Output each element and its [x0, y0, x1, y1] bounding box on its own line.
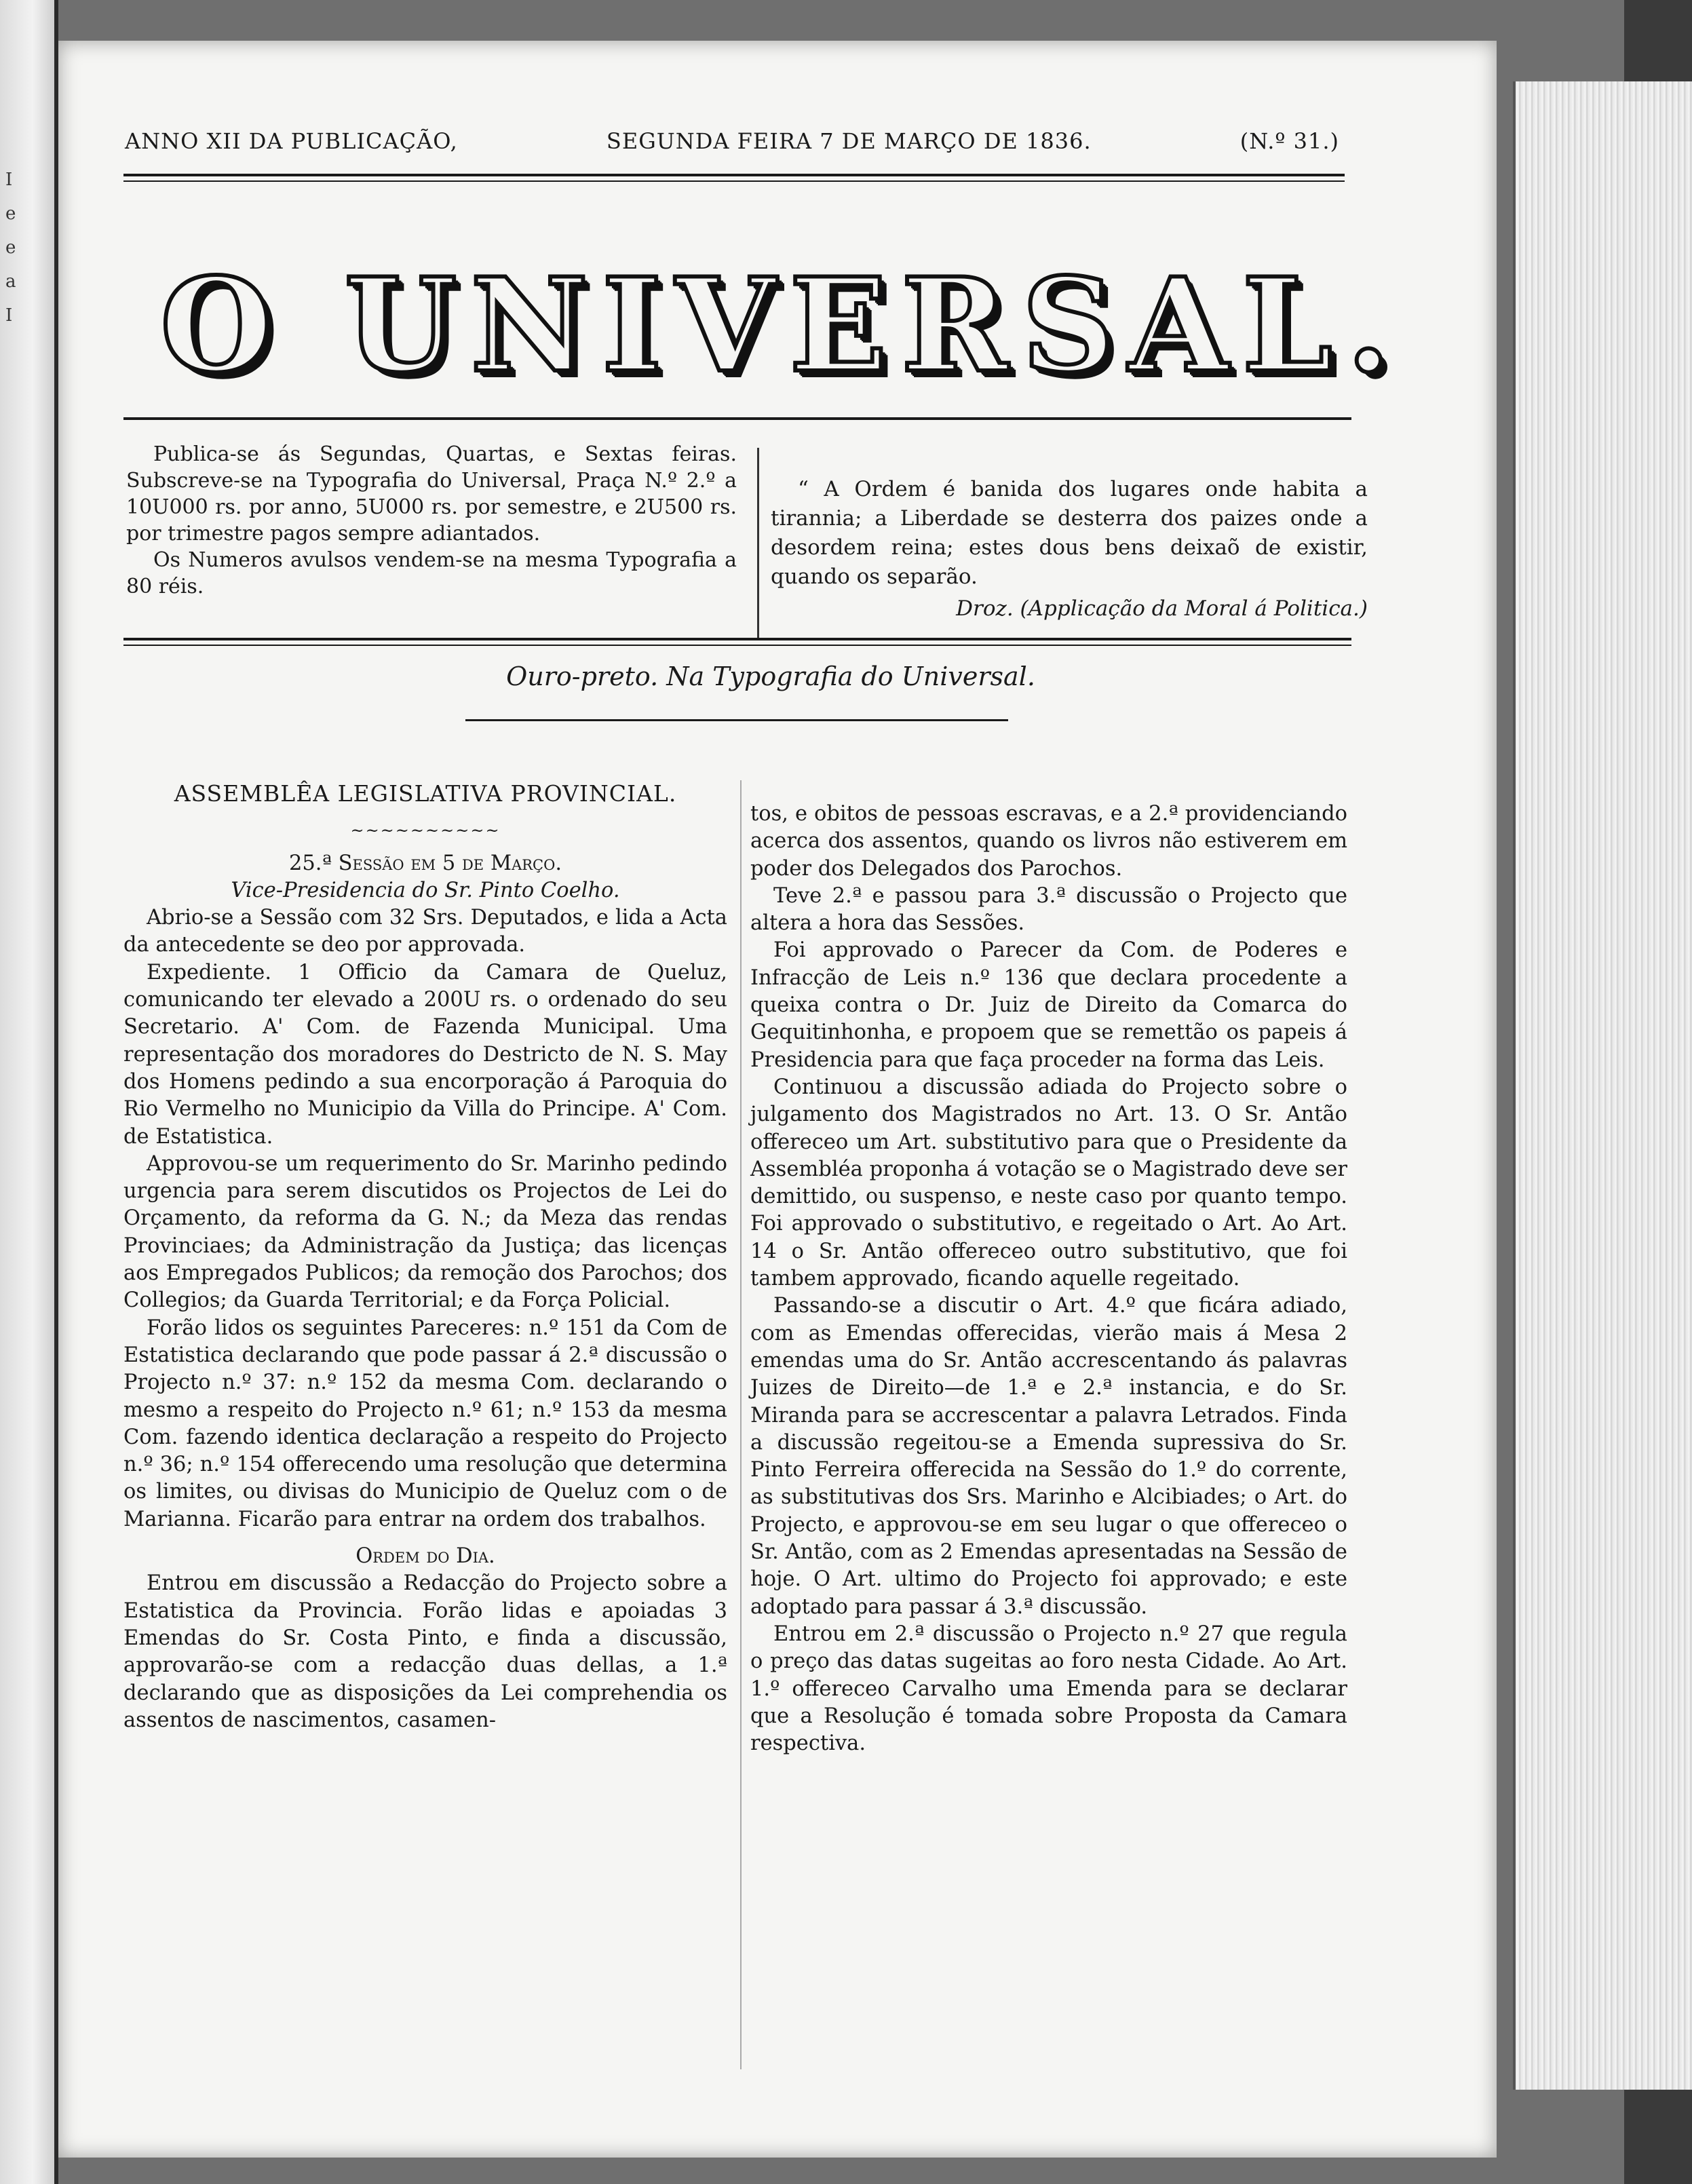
order-heading: Ordem do Dia.	[355, 1544, 495, 1569]
newspaper-page	[58, 41, 1497, 2158]
publication-info	[126, 441, 737, 631]
column-divider	[757, 448, 759, 638]
column-gutter	[740, 780, 742, 2069]
paragraph: Passando-se a discutir o Art. 4.º que ficára adiado, com as Emendas offerecidas, vierão mais á Mesa 2 emendas uma do Sr. Antão accrescentando ás palavras Juizes de Direito—de 1.ª e 2.ª instancia, e do Sr. Miranda para se accrescentar a palavra Letrados. Finda a discussão regeitou-se a Emenda supressiva do Sr. Pinto Ferreira offerecida na Sessão do 1.º do corrente, as substitutivas dos Srs. Marinho e Alcibiades; o Art. do Projecto, e approvou-se em seu lugar o que offereceo o Sr. Antão, com as 2 Emendas apresentadas na Sessão de hoje. O Art. ultimo do Projecto foi approvado; e este adoptado para passar á 3.ª discussão.	[750, 1294, 1347, 1619]
paragraph: Forão lidos os seguintes Pareceres: n.º 151 da Com de Estatistica declarando que pode passar á 2.ª discussão o Projecto n.º 37: n.º 152 da mesma Com. declarando o mesmo a respeito do Projecto n.º 61; n.º 153 da mesma Com. fazendo identica declaração a respeito do Projecto n.º 36; n.º 154 offerecendo uma resolução que determina os limites, ou divisas do Municipio de Queluz com o de Marianna. Ficarão para entrar na ordem dos trabalhos.	[123, 1316, 727, 1531]
imprint-rule	[465, 719, 1008, 721]
left-page-fragment: I	[5, 305, 13, 326]
paragraph: Abrio-se a Sessão com 32 Srs. Deputados, e lida a Acta da antecedente se deo por approvada.	[123, 906, 727, 957]
newspaper-title: O UNIVERSAL.	[160, 250, 1405, 401]
paragraph: Teve 2.ª e passou para 3.ª discussão o Projecto que altera a hora das Sessões.	[750, 883, 1347, 936]
epigraph-attribution: Droz. (Applicação da Moral á Politica.)	[956, 596, 1368, 621]
left-page-fragment: e	[5, 237, 16, 258]
paragraph: Approvou-se um requerimento do Sr. Marinho pedindo urgencia para serem discutidos os Projectos de Lei do Orçamento, da reforma da G. N.; da Meza das rendas Provinciaes; da Administração da Justiça; das licenças aos Empregados Publicos; da remoção dos Parochos; dos Collegios; da Guarda Territorial; e da Força Policial.	[123, 1151, 727, 1313]
paragraph: Expediente. 1 Officio da Camara de Queluz, comunicando ter elevado a 200U rs. o ordenado do seu Secretario. A' Com. de Fazenda Municipal. Uma representação dos moradores do Destricto de N. S. May dos Homens pedindo a sua encorporação á Paroquia do Rio Vermelho no Municipio da Villa do Principe. A' Com. de Estatistica.	[123, 960, 727, 1149]
session-heading: 25.ª Sessão em 5 de Março.	[288, 851, 562, 875]
issue-number: (N.º 31.)	[1239, 128, 1339, 154]
paragraph: Entrou em discussão a Redacção do Projecto sobre a Estatistica da Provincia. Forão lidas e apoiadas 3 Emendas do Sr. Costa Pinto, e finda a discussão, approvarão-se com a redacção duas dellas, a 1.ª declarando que as disposições da Lei comprehendia os assentos de nascimentos, casamen-	[123, 1571, 727, 1732]
issue-date: SEGUNDA FEIRA 7 DE MARÇO DE 1836.	[606, 128, 1092, 154]
publication-year: ANNO XII DA PUBLICAÇÃO,	[125, 128, 458, 154]
right-column	[750, 801, 1347, 2103]
title-rule	[123, 417, 1351, 420]
page-stack-edge	[1513, 81, 1692, 2090]
imprint-line: Ouro-preto. Na Typografia do Universal.	[506, 662, 1035, 691]
epigraph	[771, 475, 1368, 645]
epigraph-quote: “ A Ordem é banida dos lugares onde habita a tirannia; a Liberdade se desterra dos paizes onde a desordem reina; estes dous bens deixaõ de existir, quando os separão.	[771, 477, 1368, 589]
ornament-divider: ~~~~~~~~~~	[350, 821, 501, 841]
left-column	[123, 780, 727, 2117]
masthead-rule-thin	[123, 180, 1345, 182]
header-rule	[123, 638, 1351, 640]
section-heading: ASSEMBLÊA LEGISLATIVA PROVINCIAL.	[174, 780, 677, 807]
paragraph: Continuou a discussão adiada do Projecto sobre o julgamento dos Magistrados no Art. 13. O Sr. Antão offereceo um Art. substitutivo para que o Presidente da Assembléa proponha á votação se o Magistrado deve ser demittido, ou suspenso, e neste caso por quanto tempo. Foi approvado o substitutivo, e regeitado o Art. Ao Art. 14 o Sr. Antão offereceo outro substitutivo, que foi tambem approvado, ficando aquelle regeitado.	[750, 1075, 1347, 1291]
subscription-text: Publica-se ás Segundas, Quartas, e Sextas feiras. Subscreve-se na Typografia do Universal, Praça N.º 2.º a 10U000 rs. por anno, 5U000 rs. por semestre, e 2U500 rs. por trimestre pagos sempre adiantados.	[126, 442, 737, 545]
header-rule-thin	[123, 645, 1351, 646]
single-issue-text: Os Numeros avulsos vendem-se na mesma Typografia a 80 réis.	[126, 548, 737, 598]
left-page-fragment: e	[5, 204, 16, 224]
masthead-line	[125, 114, 1339, 168]
paragraph: tos, e obitos de pessoas escravas, e a 2.ª providenciando acerca dos assentos, quando os livros não estiverem em poder dos Delegados dos Parochos.	[750, 802, 1347, 881]
paragraph: Entrou em 2.ª discussão o Projecto n.º 27 que regula o preço das datas sugeitas ao foro nesta Cidade. Ao Art. 1.º offereceo Carvalho uma Emenda para se declarar que a Resolução é tomada sobre Proposta da Camara respectiva.	[750, 1622, 1347, 1756]
left-page-fragment: I	[5, 170, 13, 190]
paragraph: Foi approvado o Parecer da Com. de Poderes e Infracção de Leis n.º 136 que declara procedente a queixa contra o Dr. Juiz de Direito da Comarca do Gequitinhonha, e propoem que se remettão os papeis á Presidencia para que faça proceder na forma das Leis.	[750, 938, 1347, 1072]
previous-page-edge	[0, 0, 58, 2184]
masthead-rule	[123, 174, 1345, 176]
left-page-fragment: a	[5, 271, 16, 292]
presidency-line: Vice-Presidencia do Sr. Pinto Coelho.	[231, 878, 620, 902]
